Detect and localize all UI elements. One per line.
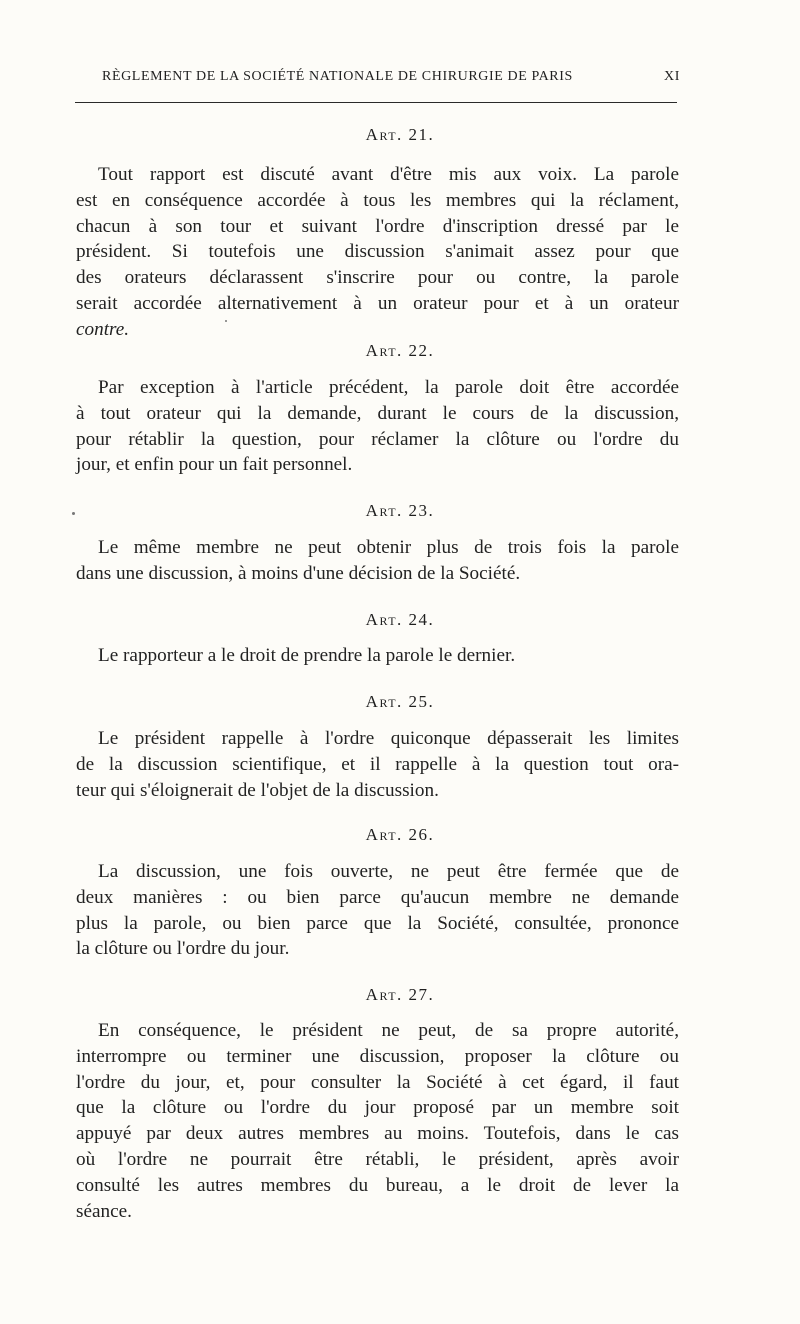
text-line: des orateurs déclarassent s'inscrire pour ou contre, la parole	[76, 267, 679, 289]
text-line: que la clôture ou l'ordre du jour proposé par un membre soit	[76, 1097, 679, 1119]
article-22-heading: Art. 22.	[365, 341, 435, 360]
article-25-text	[76, 726, 679, 803]
article-27-heading: Art. 27.	[365, 985, 435, 1004]
header-rule	[75, 102, 677, 103]
text-line: Le même membre ne peut obtenir plus de trois fois la parole	[98, 537, 679, 558]
text-line: Tout rapport est discuté avant d'être mis aux voix. La parole	[98, 164, 679, 185]
text-line: de la discussion scientifique, et il rappelle à la question tout ora-	[76, 753, 679, 775]
article-26-text	[76, 859, 679, 962]
article-24-text	[76, 643, 679, 669]
article-21-text	[76, 162, 679, 343]
text-line: dans une discussion, à moins d'une décision de la Société.	[76, 562, 521, 584]
running-header-title: RÈGLEMENT DE LA SOCIÉTÉ NATIONALE DE CHIRURGIE DE PARIS	[102, 69, 573, 84]
article-21-heading: Art. 21.	[365, 125, 435, 144]
page-number: XI	[664, 69, 680, 84]
text-line: pour rétablir la question, pour réclamer la clôture ou l'ordre du	[76, 428, 679, 450]
text-line: jour, et enfin pour un fait personnel.	[76, 454, 353, 476]
text-line: l'ordre du jour, et, pour consulter la Société à cet égard, il faut	[76, 1071, 679, 1093]
text-line: contre.	[76, 318, 130, 340]
text-line: serait accordée alternativement à un orateur pour et à un orateur	[76, 292, 679, 314]
article-24-heading: Art. 24.	[365, 610, 435, 629]
text-line: président. Si toutefois une discussion s'animait assez pour que	[76, 241, 679, 263]
text-line: est en conséquence accordée à tous les membres qui la réclament,	[76, 189, 679, 211]
text-line: Par exception à l'article précédent, la parole doit être accordée	[98, 377, 679, 398]
text-line: deux manières : ou bien parce qu'aucun membre ne demande	[76, 886, 679, 908]
text-line: interrompre ou terminer une discussion, proposer la clôture ou	[76, 1045, 679, 1067]
text-line: séance.	[76, 1200, 132, 1222]
print-speck	[225, 320, 227, 322]
text-line: La discussion, une fois ouverte, ne peut être fermée que de	[98, 861, 679, 882]
text-line: chacun à son tour et suivant l'ordre d'inscription dressé par le	[76, 215, 679, 237]
article-22-text	[76, 375, 679, 478]
text-line: appuyé par deux autres membres au moins. Toutefois, dans le cas	[76, 1123, 679, 1145]
article-23-text	[76, 535, 679, 587]
text-line: à tout orateur qui la demande, durant le cours de la discussion,	[76, 402, 679, 424]
article-25-heading: Art. 25.	[365, 692, 435, 711]
article-26-heading: Art. 26.	[365, 825, 435, 844]
print-speck	[72, 512, 75, 515]
text-line: teur qui s'éloignerait de l'objet de la discussion.	[76, 779, 439, 801]
text-line: consulté les autres membres du bureau, a le droit de lever la	[76, 1174, 679, 1196]
running-header	[102, 69, 680, 91]
text-line: plus la parole, ou bien parce que la Société, consultée, prononce	[76, 912, 679, 934]
text-line: Le président rappelle à l'ordre quiconque dépasserait les limites	[98, 728, 679, 749]
text-line: où l'ordre ne pourrait être rétabli, le président, après avoir	[76, 1148, 679, 1170]
text-line: En conséquence, le président ne peut, de sa propre autorité,	[98, 1020, 679, 1041]
text-line: Le rapporteur a le droit de prendre la parole le dernier.	[98, 645, 516, 666]
article-23-heading: Art. 23.	[365, 501, 435, 520]
article-27-text	[76, 1018, 679, 1224]
text-line: la clôture ou l'ordre du jour.	[76, 938, 290, 960]
